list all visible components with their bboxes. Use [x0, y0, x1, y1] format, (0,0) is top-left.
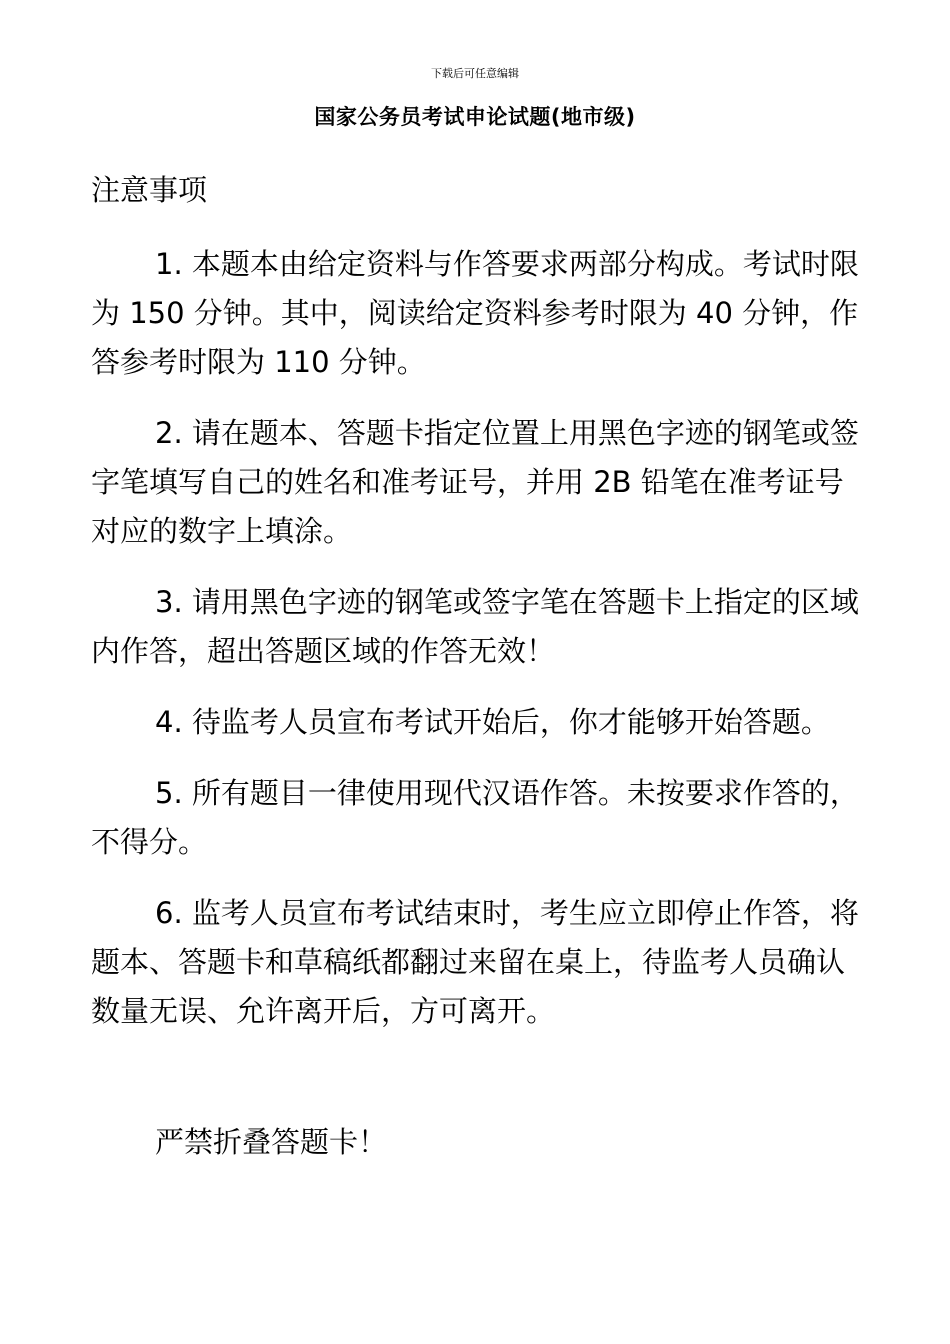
- notice-heading: 注意事项: [91, 173, 208, 207]
- notice-list: [91, 240, 861, 1058]
- notice-item-4: 4. 待监考人员宣布考试开始后，你才能够开始答题。: [155, 705, 830, 739]
- notice-item-2: 2. 请在题本、答题卡指定位置上用黑色字迹的钢笔或签字笔填写自己的姓名和准考证号，并用 2B 铅笔在准考证号对应的数字上填涂。: [91, 416, 859, 548]
- warning-text: 严禁折叠答题卡！: [155, 1125, 388, 1159]
- document-title: 国家公务员考试申论试题(地市级): [314, 105, 636, 129]
- notice-item-1: 1. 本题本由给定资料与作答要求两部分构成。考试时限为 150 分钟。其中，阅读给定资料参考时限为 40 分钟，作答参考时限为 110 分钟。: [91, 247, 859, 379]
- notice-item-3: 3. 请用黑色字迹的钢笔或签字笔在答题卡上指定的区域内作答，超出答题区域的作答无效！: [91, 585, 859, 668]
- header-note: 下载后可任意编辑: [431, 67, 519, 80]
- notice-item-6: 6. 监考人员宣布考试结束时，考生应立即停止作答，将题本、答题卡和草稿纸都翻过来留在桌上，待监考人员确认数量无误、允许离开后，方可离开。: [91, 896, 859, 1028]
- notice-item-5: 5. 所有题目一律使用现代汉语作答。未按要求作答的，不得分。: [91, 776, 859, 859]
